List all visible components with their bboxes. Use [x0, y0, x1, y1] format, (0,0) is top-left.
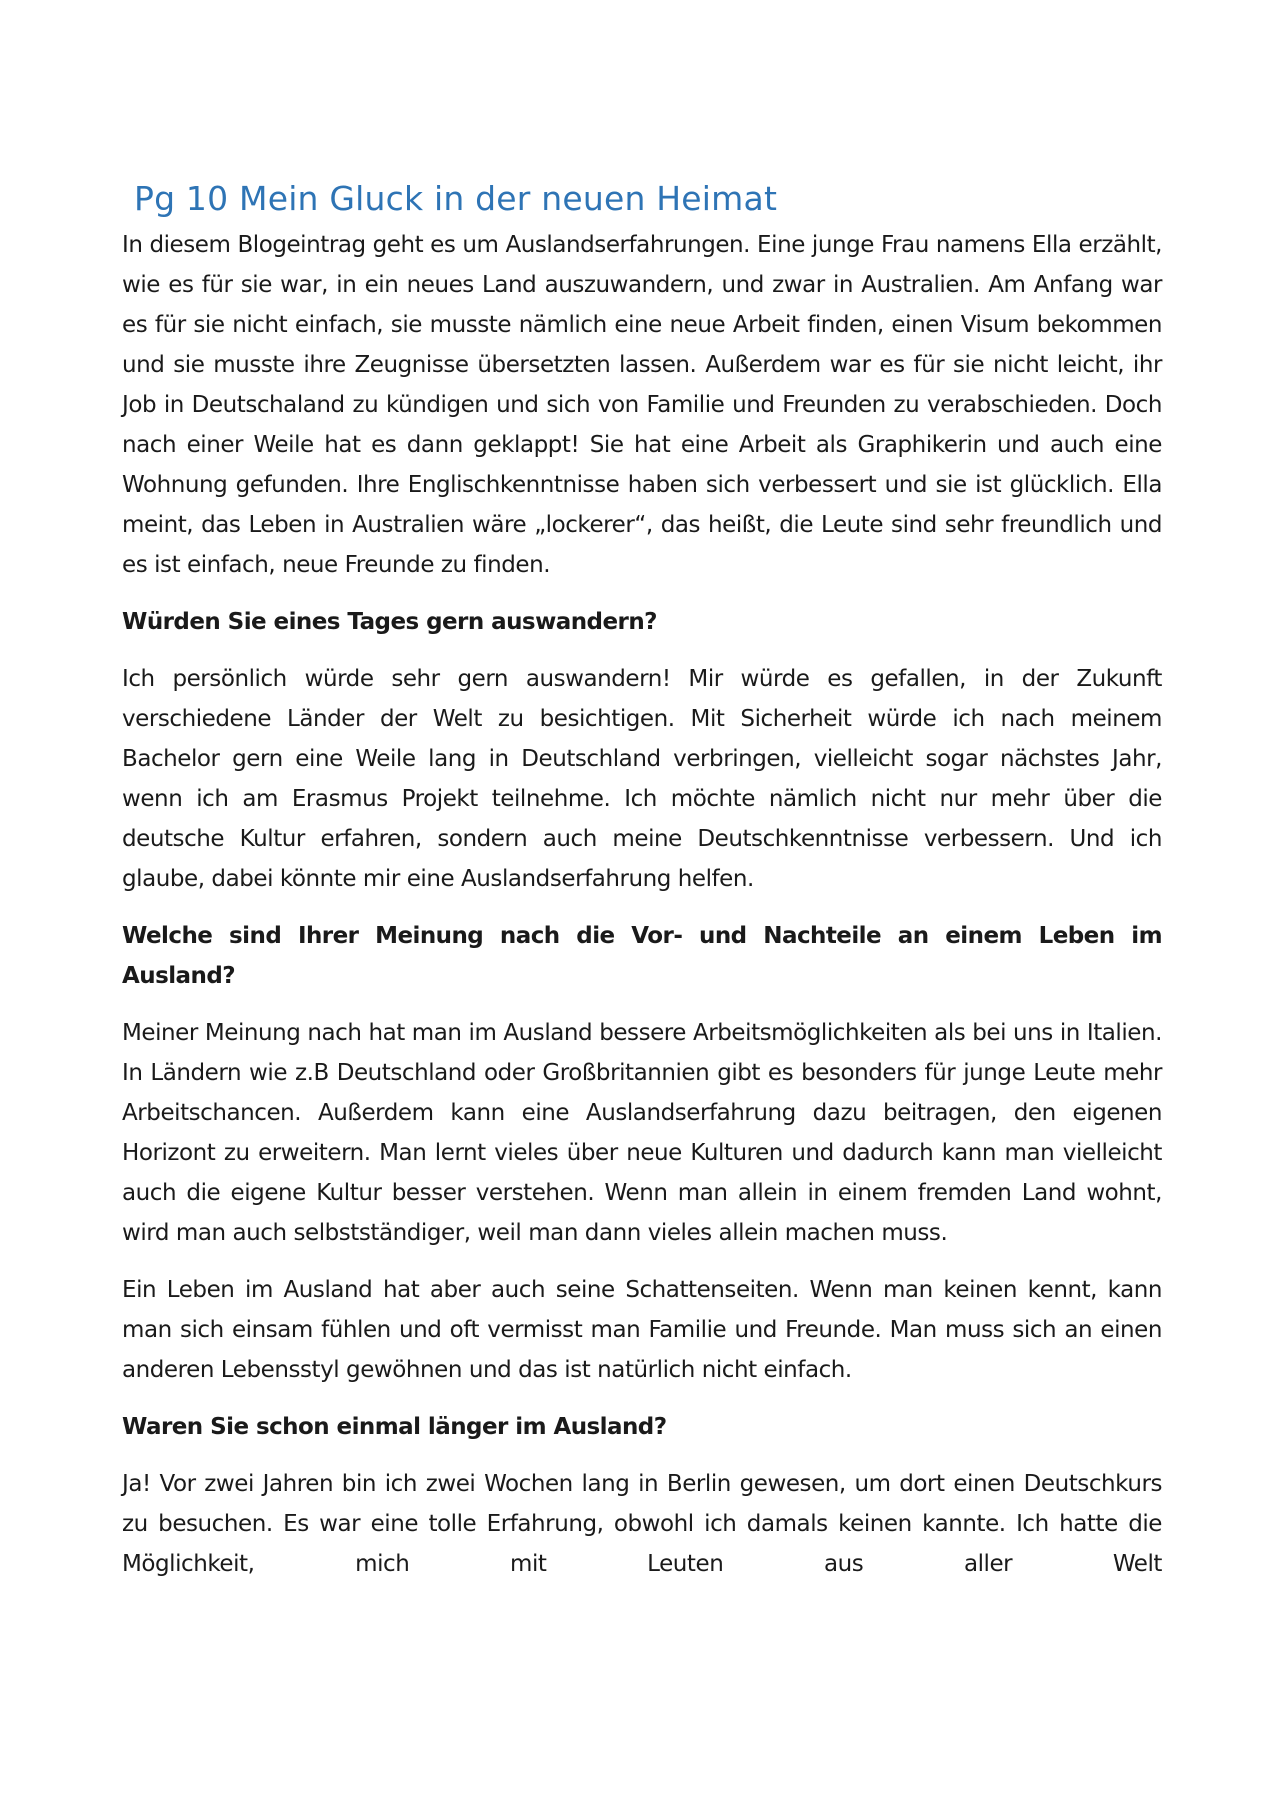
question-3: Waren Sie schon einmal länger im Ausland?	[122, 1414, 667, 1440]
page-title: Pg 10 Mein Gluck in der neuen Heimat	[134, 179, 778, 218]
intro-paragraph: In diesem Blogeintrag geht es um Auslandserfahrungen. Eine junge Frau namens Ella erzählt, wie es für sie war, in ein neues Land auszuwandern, und zwar in Australien. Am Anfang war es für sie nicht einfach, sie musste nämlich eine neue Arbeit finden, einen Visum bekommen und sie musste ihre Zeugnisse übersetzten lassen. Außerdem war es für sie nicht leicht, ihr Job in Deutschaland zu kündigen und sich von Familie und Freunden zu verabschieden. Doch nach einer Weile hat es dann geklappt! Sie hat eine Arbeit als Graphikerin und auch eine Wohnung gefunden. Ihre Englischkenntnisse haben sich verbessert und sie ist glücklich. Ella meint, das Leben in Australien wäre „lockerer“, das heißt, die Leute sind sehr freundlich und es ist einfach, neue Freunde zu finden.	[122, 232, 1162, 578]
answer-2-paragraph: Meiner Meinung nach hat man im Ausland bessere Arbeitsmöglichkeiten als bei uns in Italien. In Ländern wie z.B Deutschland oder Großbritannien gibt es besonders für junge Leute mehr Arbeitschancen. Außerdem kann eine Auslandserfahrung dazu beitragen, den eigenen Horizont zu erweitern. Man lernt vieles über neue Kulturen und dadurch kann man vielleicht auch die eigene Kultur besser verstehen. Wenn man allein in einem fremden Land wohnt, wird man auch selbstständiger, weil man dann vieles allein machen muss.	[122, 1020, 1162, 1246]
answer-3-paragraph: Ja! Vor zwei Jahren bin ich zwei Wochen lang in Berlin gewesen, um dort einen Deutschkurs zu besuchen. Es war eine tolle Erfahrung, obwohl ich damals keinen kannte. Ich hatte die Möglichkeit, mich mit Leuten aus aller Welt	[122, 1471, 1162, 1577]
answer-1-paragraph: Ich persönlich würde sehr gern auswandern! Mir würde es gefallen, in der Zukunft verschiedene Länder der Welt zu besichtigen. Mit Sicherheit würde ich nach meinem Bachelor gern eine Weile lang in Deutschland verbringen, vielleicht sogar nächstes Jahr, wenn ich am Erasmus Projekt teilnehme. Ich möchte nämlich nicht nur mehr über die deutsche Kultur erfahren, sondern auch meine Deutschkenntnisse verbessern. Und ich glaube, dabei könnte mir eine Auslandserfahrung helfen.	[122, 666, 1162, 892]
question-2: Welche sind Ihrer Meinung nach die Vor- und Nachteile an einem Leben im Ausland?	[122, 923, 1162, 989]
question-1: Würden Sie eines Tages gern auswandern?	[122, 609, 657, 635]
answer-2b-paragraph: Ein Leben im Ausland hat aber auch seine Schattenseiten. Wenn man keinen kennt, kann man sich einsam fühlen und oft vermisst man Familie und Freunde. Man muss sich an einen anderen Lebensstyl gewöhnen und das ist natürlich nicht einfach.	[122, 1277, 1162, 1383]
document-body	[122, 176, 1162, 1601]
